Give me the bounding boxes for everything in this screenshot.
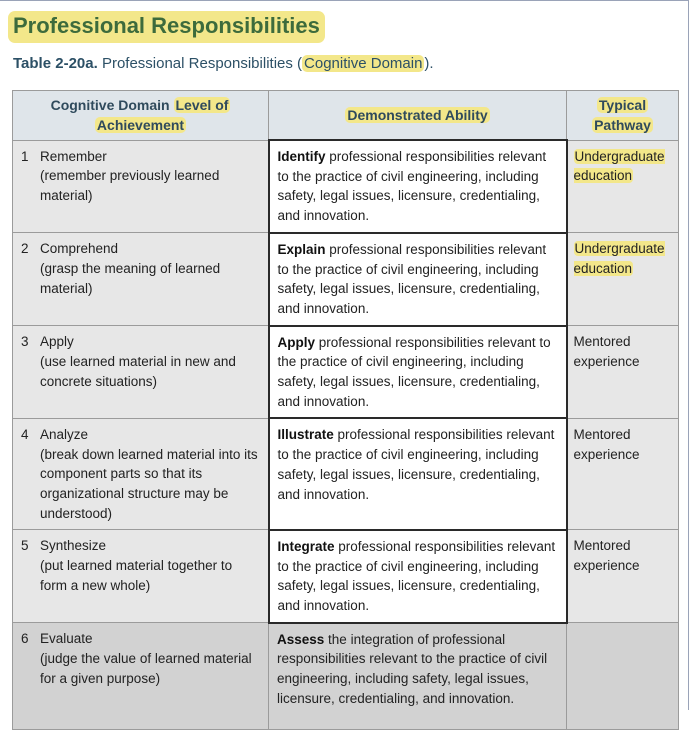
table-row	[13, 233, 679, 326]
ability-cell	[269, 140, 567, 233]
pathway-cell	[567, 233, 679, 326]
ability-cell	[269, 233, 567, 326]
level-number: 2	[21, 241, 29, 257]
pathway-text: Mentored experience	[573, 538, 640, 574]
level-name: Remember	[40, 148, 107, 164]
ability-verb: Apply	[277, 334, 316, 350]
level-description: (put learned material together to form a new whole)	[40, 558, 233, 593]
page-frame-top	[0, 0, 689, 1]
level-body	[40, 629, 262, 688]
ability-text: professional responsibilities relevant to the practice of civil engineering, including safety, legal issues, licensure, credentialing, and innovation.	[277, 427, 555, 502]
table-caption	[13, 53, 434, 75]
level-name: Analyze	[40, 426, 89, 442]
ability-verb: Assess	[277, 631, 325, 647]
level-number: 5	[21, 538, 29, 554]
level-name: Synthesize	[40, 538, 107, 554]
header-ability	[269, 91, 567, 141]
pathway-cell	[567, 326, 679, 419]
table-body	[13, 140, 679, 730]
ability-cell	[269, 326, 567, 419]
level-cell	[13, 418, 269, 530]
pathway-text: Mentored experience	[573, 334, 640, 369]
caption-text-prefix: Professional Responsibilities (	[101, 55, 303, 72]
ability-text: professional responsibilities relevant to the practice of civil engineering, including safety, legal issues, licensure, credentialing, and innovation.	[277, 149, 547, 224]
table-row	[13, 623, 679, 730]
level-line	[21, 536, 262, 595]
ability-verb: Identify	[277, 149, 326, 164]
ability-text: professional responsibilities relevant to the practice of civil engineering, including safety, legal issues, licensure, credentialing, and innovation.	[277, 334, 551, 409]
header-pathway	[567, 91, 679, 141]
level-body	[40, 239, 262, 298]
page-title: Professional Responsibilities	[8, 11, 325, 43]
table-number: Table 2-20a.	[13, 55, 98, 72]
ability-verb: Integrate	[277, 538, 335, 554]
level-cell	[13, 623, 269, 730]
level-cell	[13, 326, 269, 419]
level-description: (remember previously learned material)	[40, 168, 220, 203]
pathway-text: Undergraduate education	[573, 148, 665, 184]
ability-verb: Illustrate	[277, 427, 334, 443]
ability-cell	[269, 623, 567, 730]
ability-text: professional responsibilities relevant to the practice of civil engineering, including safety, legal issues, licensure, credentialing, and innovation.	[277, 241, 547, 316]
table-row	[13, 418, 679, 530]
level-number: 3	[21, 334, 29, 350]
pathway-cell	[567, 623, 679, 730]
level-line	[21, 629, 262, 688]
level-cell	[13, 530, 269, 623]
ability-cell	[269, 530, 567, 623]
ability-cell	[269, 418, 567, 530]
level-name: Comprehend	[40, 241, 119, 257]
ability-text: professional responsibilities relevant to the practice of civil engineering, including safety, legal issues, licensure, credentialing, and innovation.	[277, 538, 556, 614]
level-number: 6	[21, 631, 29, 647]
pathway-cell	[567, 530, 679, 623]
level-line	[21, 239, 262, 298]
pathway-text: Undergraduate education	[573, 241, 665, 277]
level-name: Evaluate	[40, 631, 93, 647]
level-line	[21, 332, 262, 391]
level-cell	[13, 233, 269, 326]
pathway-cell	[567, 418, 679, 530]
ability-text: the integration of professional responsibilities relevant to the practice of civil engineering, including safety, legal issues, licensure, credentialing, and innovation.	[277, 631, 548, 706]
level-body	[40, 332, 262, 391]
level-cell	[13, 140, 269, 233]
header-ability-label: Demonstrated Ability	[347, 107, 488, 123]
table-row	[13, 140, 679, 233]
caption-highlight: Cognitive Domain	[304, 55, 423, 72]
table-header-row	[13, 91, 679, 141]
level-number: 4	[21, 426, 29, 442]
table-row	[13, 530, 679, 623]
level-number: 1	[21, 148, 29, 164]
level-name: Apply	[40, 334, 74, 350]
level-description: (break down learned material into its component parts so that its organizational structure may be understood)	[40, 446, 258, 521]
header-level-plain: Cognitive Domain	[50, 97, 174, 114]
level-body	[40, 536, 262, 595]
header-pathway-a: Typical	[598, 97, 647, 114]
level-body	[40, 425, 262, 524]
header-level-highlight-a: Level of	[175, 97, 229, 114]
level-description: (use learned material in new and concrete situations)	[40, 353, 236, 389]
pathway-text: Mentored experience	[573, 426, 640, 462]
header-pathway-b: Pathway	[594, 117, 651, 134]
table-row	[13, 326, 679, 419]
level-description: (judge the value of learned material for a given purpose)	[40, 650, 252, 686]
header-level-highlight-b: Achievement	[96, 117, 185, 134]
level-body	[40, 147, 262, 206]
ability-verb: Explain	[277, 241, 326, 257]
pathway-cell	[567, 140, 679, 233]
cognitive-domain-table	[12, 90, 679, 730]
level-line	[21, 147, 262, 206]
level-line	[21, 425, 262, 524]
header-level	[13, 91, 269, 141]
caption-text-suffix: ).	[424, 55, 434, 72]
level-description: (grasp the meaning of learned material)	[40, 261, 221, 296]
